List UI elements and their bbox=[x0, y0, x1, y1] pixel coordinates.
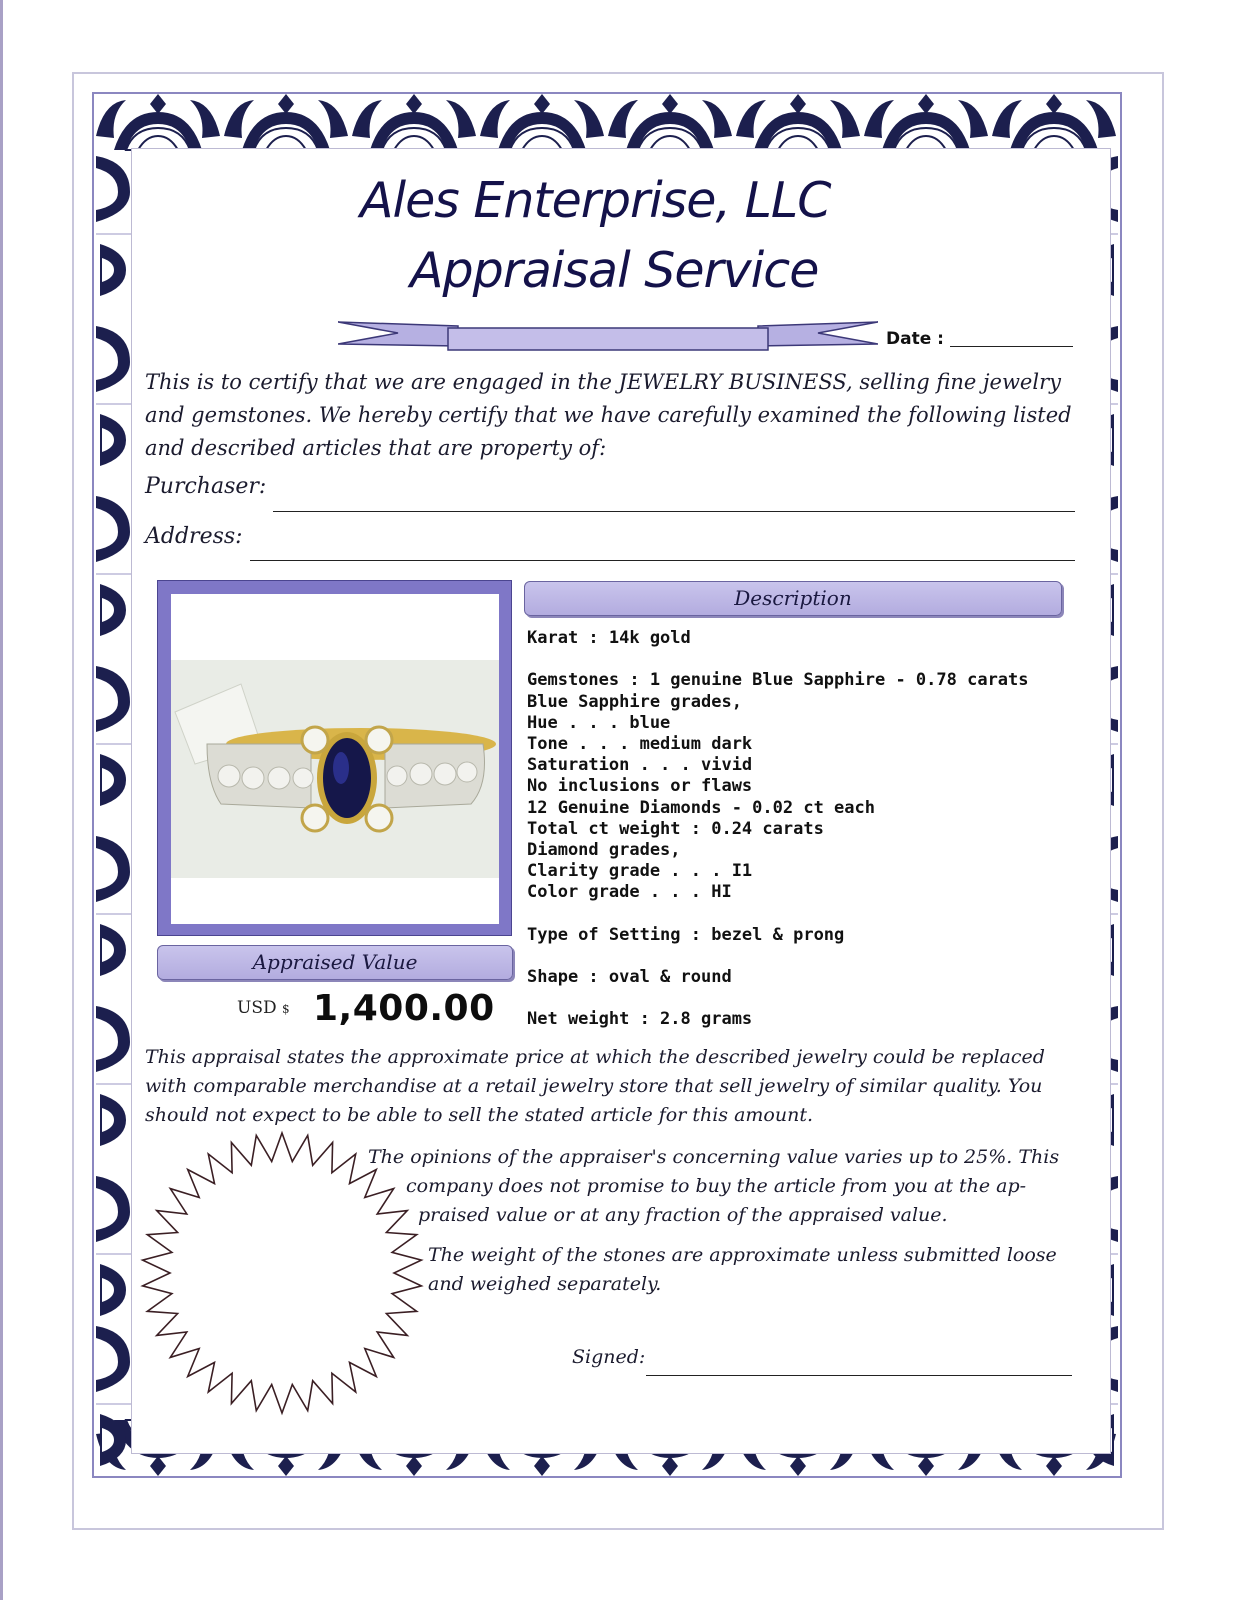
opinion-line: praised value or at any fraction of the appraised value. bbox=[418, 1204, 948, 1226]
weight-note bbox=[428, 1241, 1057, 1299]
title-ribbon bbox=[338, 316, 878, 356]
net-weight: Net weight : 2.8 grams bbox=[527, 1009, 753, 1030]
description-list bbox=[527, 628, 1029, 1031]
address-label: Address: bbox=[145, 524, 243, 549]
gemstone-line: No inclusions or flaws bbox=[527, 776, 753, 797]
signature-field[interactable] bbox=[646, 1375, 1072, 1376]
setting-type: Type of Setting : bezel & prong bbox=[527, 924, 845, 945]
currency-label bbox=[237, 998, 290, 1018]
disclaimer-line: This appraisal states the approximate price at which the described jewelry could be replaced bbox=[145, 1046, 1045, 1068]
statement-line: and gemstones. We hereby certify that we have carefully examined the following listed bbox=[145, 403, 1072, 427]
statement-line: and described articles that are property of: bbox=[145, 436, 607, 460]
karat-value: Karat : 14k gold bbox=[527, 628, 691, 648]
gemstone-line: Clarity grade . . . I1 bbox=[527, 861, 753, 882]
opinion-line: The opinions of the appraiser's concerning value varies up to 25%. This bbox=[368, 1146, 1060, 1168]
statement-line: This is to certify that we are engaged in the JEWELRY BUSINESS, selling fine jewelry bbox=[145, 370, 1061, 394]
purchaser-label: Purchaser: bbox=[145, 474, 267, 499]
gemstone-line: Color grade . . . HI bbox=[527, 882, 732, 903]
date-label: Date : bbox=[886, 329, 944, 349]
disclaimer-line: with comparable merchandise at a retail jewelry store that sell jewelry of similar quality. You bbox=[145, 1075, 1043, 1097]
description-heading: Description bbox=[524, 581, 1062, 616]
gemstone-line: 12 Genuine Diamonds - 0.02 ct each bbox=[527, 797, 875, 818]
purchaser-field[interactable] bbox=[273, 511, 1075, 512]
gemstone-line: Blue Sapphire grades, bbox=[527, 691, 742, 712]
gemstone-line: Gemstones : 1 genuine Blue Sapphire - 0.78 carats bbox=[527, 670, 1029, 691]
opinion-line: company does not promise to buy the article from you at the ap- bbox=[406, 1175, 1027, 1197]
date-field[interactable] bbox=[950, 346, 1073, 347]
currency-code: USD bbox=[237, 998, 277, 1018]
disclaimer-text bbox=[145, 1043, 1045, 1130]
weight-line: The weight of the stones are approximate unless submitted loose bbox=[428, 1244, 1057, 1266]
address-field[interactable] bbox=[250, 560, 1075, 561]
stone-shape: Shape : oval & round bbox=[527, 967, 732, 987]
page-edge-strip bbox=[0, 0, 3, 1600]
photo-frame bbox=[157, 580, 512, 936]
gemstone-line: Diamond grades, bbox=[527, 839, 681, 860]
currency-symbol: $ bbox=[282, 1002, 290, 1016]
appraised-amount: 1,400.00 bbox=[313, 988, 495, 1029]
opinion-text bbox=[368, 1143, 1059, 1230]
gemstone-line: Hue . . . blue bbox=[527, 712, 671, 733]
ring-photo bbox=[171, 594, 499, 924]
gemstone-line: Saturation . . . vivid bbox=[527, 755, 753, 776]
gemstone-line: Total ct weight : 0.24 carats bbox=[527, 818, 824, 839]
signed-label: Signed: bbox=[572, 1346, 646, 1368]
disclaimer-line: should not expect to be able to sell the stated article for this amount. bbox=[145, 1104, 814, 1126]
company-name: Ales Enterprise, LLC bbox=[360, 172, 831, 229]
gemstone-line: Tone . . . medium dark bbox=[527, 733, 753, 754]
appraised-value-heading: Appraised Value bbox=[157, 945, 513, 980]
service-title: Appraisal Service bbox=[410, 242, 819, 299]
certification-statement bbox=[145, 366, 1072, 465]
weight-line: and weighed separately. bbox=[428, 1273, 662, 1295]
